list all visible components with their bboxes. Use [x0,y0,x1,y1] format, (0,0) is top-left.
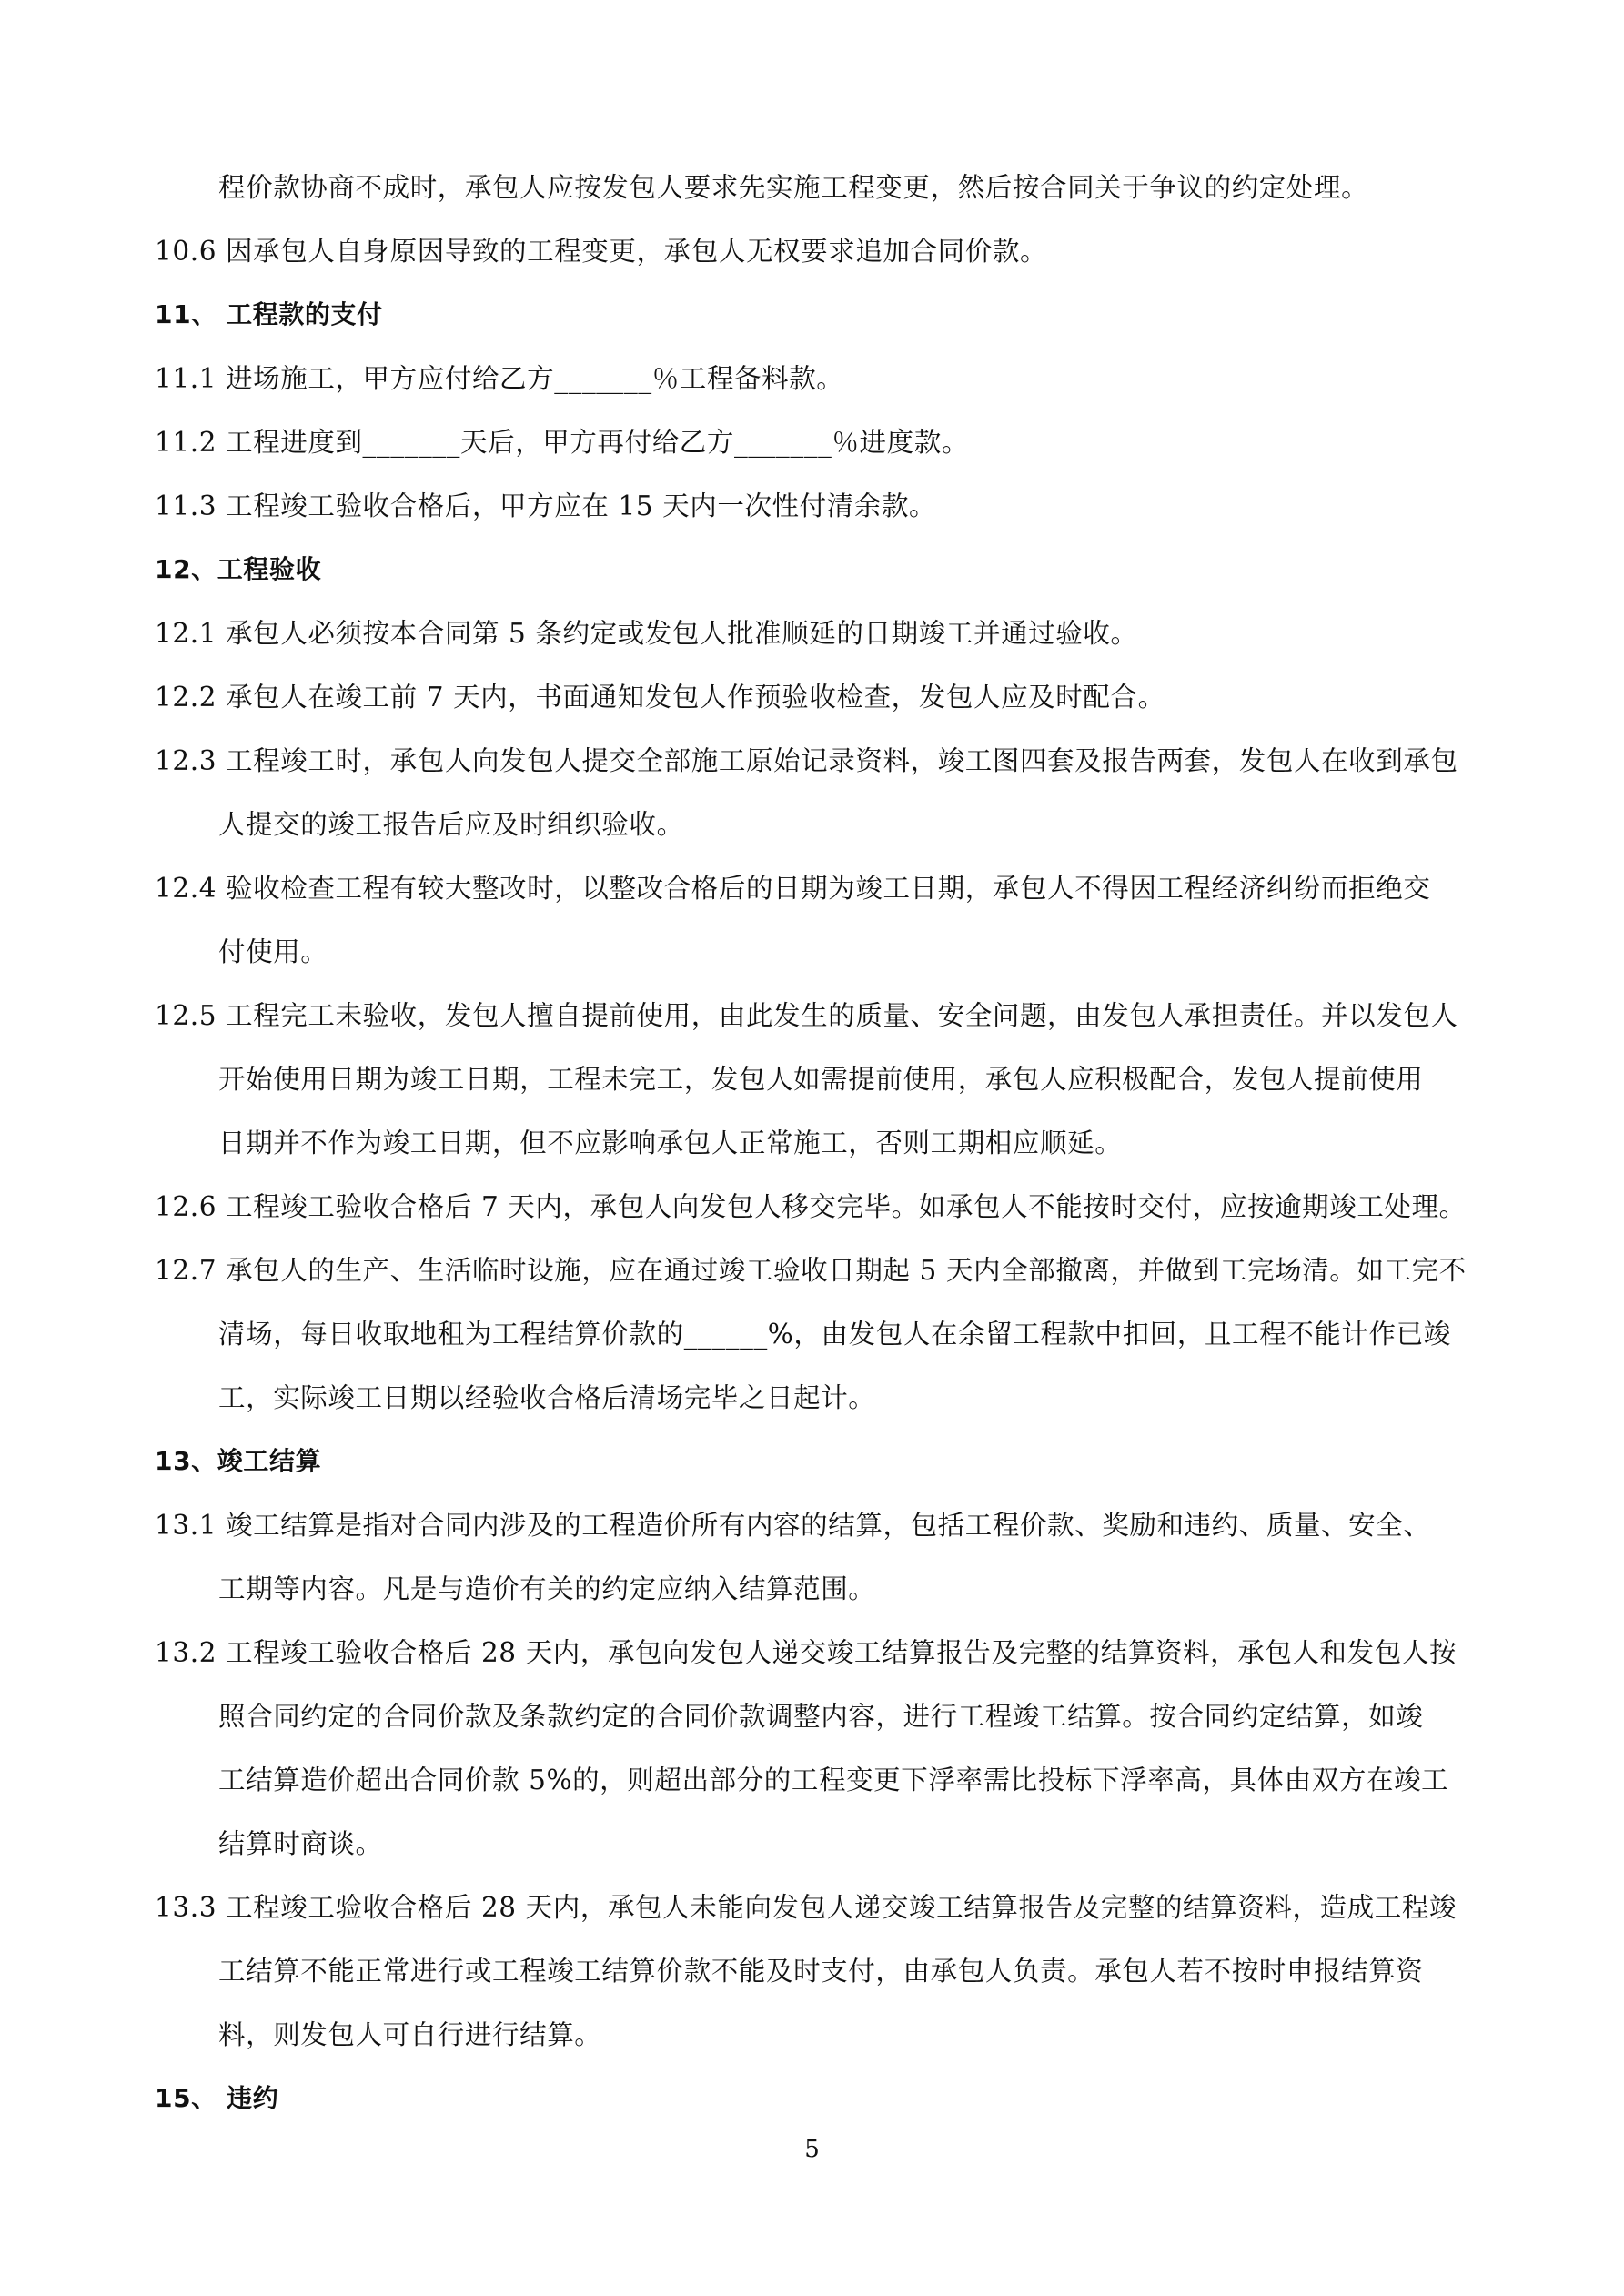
clause-12-4: 12.4 验收检查工程有较大整改时，以整改合格后的日期为竣工日期，承包人不得因工程经济纠纷而拒绝交 [155,873,1431,904]
clause-12-5-cont-1: 开始使用日期为竣工日期，工程未完工，发包人如需提前使用，承包人应积极配合，发包人提前使用 [218,1064,1424,1095]
page-number: 5 [804,2136,820,2163]
clause-11-2: 11.2 工程进度到_______天后，甲方再付给乙方_______％进度款。 [155,427,969,458]
clause-12-7: 12.7 承包人的生产、生活临时设施，应在通过竣工验收日期起 5 天内全部撤离，并做到工完场清。如工完不 [155,1255,1467,1286]
clause-12-1: 12.1 承包人必须按本合同第 5 条约定或发包人批准顺延的日期竣工并通过验收。 [155,618,1138,649]
clause-12-2: 12.2 承包人在竣工前 7 天内，书面通知发包人作预验收检查，发包人应及时配合。 [155,682,1165,713]
clause-11-3: 11.3 工程竣工验收合格后，甲方应在 15 天内一次性付清余款。 [155,491,937,521]
clause-13-2-cont-3: 结算时商谈。 [218,1828,383,1859]
clause-12-4-cont: 付使用。 [218,936,328,967]
clause-11-1: 11.1 进场施工，甲方应付给乙方_______％工程备料款。 [155,363,844,394]
clause-12-5: 12.5 工程完工未验收，发包人擅自提前使用，由此发生的质量、安全问题，由发包人承担责任。并以发包人 [155,1000,1458,1031]
heading-13: 13、竣工结算 [155,1446,322,1476]
clause-13-2-cont-1: 照合同约定的合同价款及条款约定的合同价款调整内容，进行工程竣工结算。按合同约定结算，如竣 [218,1701,1424,1732]
heading-15: 15、 违约 [155,2083,279,2113]
clause-13-3-cont-2: 料，则发包人可自行进行结算。 [218,2019,602,2050]
clause-12-3-cont: 人提交的竣工报告后应及时组织验收。 [218,809,684,840]
clause-12-7-cont-1: 清场，每日收取地租为工程结算价款的______%，由发包人在余留工程款中扣回，且工程不能计作已竣 [218,1319,1451,1350]
text-line-continuation: 程价款协商不成时，承包人应按发包人要求先实施工程变更，然后按合同关于争议的约定处理。 [218,172,1369,203]
heading-12: 12、工程验收 [155,554,322,584]
clause-12-3: 12.3 工程竣工时，承包人向发包人提交全部施工原始记录资料，竣工图四套及报告两套，发包人在收到承包 [155,745,1458,776]
clause-13-1-cont: 工期等内容。凡是与造价有关的约定应纳入结算范围。 [218,1573,876,1604]
clause-13-3: 13.3 工程竣工验收合格后 28 天内，承包人未能向发包人递交竣工结算报告及完整的结算资料，造成工程竣 [155,1892,1458,1923]
clause-12-6: 12.6 工程竣工验收合格后 7 天内，承包人向发包人移交完毕。如承包人不能按时交付，应按逾期竣工处理。 [155,1191,1467,1222]
clause-13-2-cont-2: 工结算造价超出合同价款 5%的，则超出部分的工程变更下浮率需比投标下浮率高，具体由双方在竣工 [218,1765,1449,1795]
clause-13-1: 13.1 竣工结算是指对合同内涉及的工程造价所有内容的结算，包括工程价款、奖励和违约、质量、安全、 [155,1510,1431,1541]
clause-12-5-cont-2: 日期并不作为竣工日期，但不应影响承包人正常施工，否则工期相应顺延。 [218,1128,1123,1158]
heading-11: 11、 工程款的支付 [155,299,383,329]
clause-13-2: 13.2 工程竣工验收合格后 28 天内，承包向发包人递交竣工结算报告及完整的结算资料，承包人和发包人按 [155,1637,1458,1668]
clause-13-3-cont-1: 工结算不能正常进行或工程竣工结算价款不能及时支付，由承包人负责。承包人若不按时申报结算资 [218,1956,1424,1987]
clause-12-7-cont-2: 工，实际竣工日期以经验收合格后清场完毕之日起计。 [218,1382,876,1413]
clause-10-6: 10.6 因承包人自身原因导致的工程变更，承包人无权要求追加合同价款。 [155,236,1048,267]
